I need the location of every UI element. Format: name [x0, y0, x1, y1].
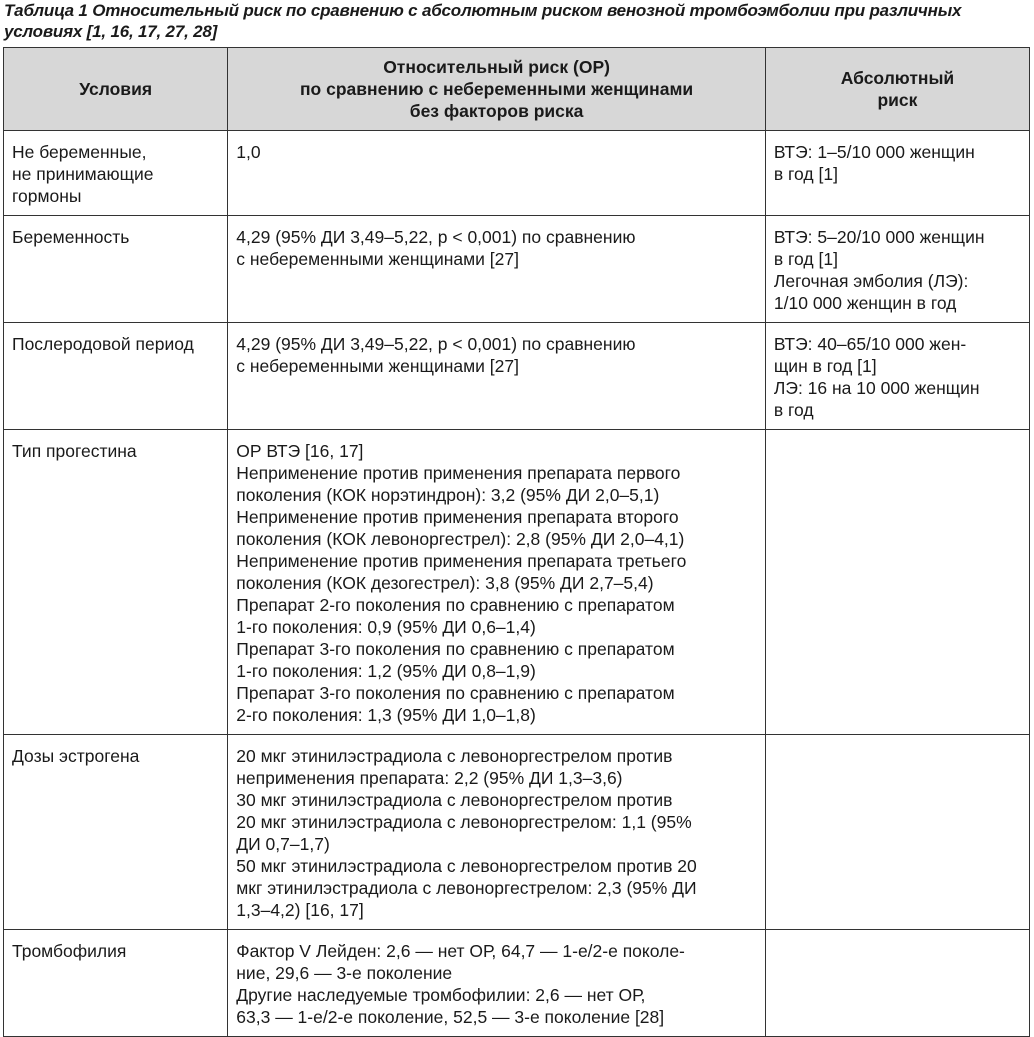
cell-text-line: 1/10 000 женщин в год	[773, 293, 957, 313]
absolute-risk-cell	[765, 216, 1029, 323]
table-header	[4, 48, 1030, 131]
cell-text-line: Препарат 3-го поколения по сравнению с препаратом	[236, 683, 675, 703]
absolute-risk-cell	[765, 323, 1029, 430]
cell-text-line: поколения (КОК норэтиндрон): 3,2 (95% ДИ 2,0–5,1)	[236, 485, 660, 505]
cell-text-line: Не беременные,	[12, 142, 147, 162]
relative-risk-cell	[228, 430, 766, 735]
header-condition-label: Условия	[79, 79, 153, 99]
table-row	[4, 930, 1030, 1037]
cell-text-line: 1-го поколения: 1,2 (95% ДИ 0,8–1,9)	[236, 661, 536, 681]
cell-text-line: Препарат 3-го поколения по сравнению с препаратом	[236, 639, 675, 659]
relative-risk-cell	[228, 216, 766, 323]
cell-text-line: в год [1]	[773, 164, 838, 184]
cell-text-line: 50 мкг этинилэстрадиола с левоноргестрелом против 20	[236, 856, 697, 876]
cell-text-line: 20 мкг этинилэстрадиола с левоноргестрелом: 1,1 (95%	[236, 812, 692, 832]
cell-text-line: 20 мкг этинилэстрадиола с левоноргестрелом против	[236, 746, 673, 766]
condition-cell	[4, 323, 228, 430]
header-relative-risk-line: без факторов риска	[409, 101, 584, 121]
risk-table	[3, 47, 1030, 1037]
cell-text-line: 1-го поколения: 0,9 (95% ДИ 0,6–1,4)	[236, 617, 536, 637]
absolute-risk-cell	[765, 930, 1029, 1037]
header-condition	[4, 48, 228, 131]
cell-text-line: Тип прогестина	[12, 441, 137, 461]
cell-text-line: Послеродовой период	[12, 334, 194, 354]
condition-cell	[4, 131, 228, 216]
condition-cell	[4, 735, 228, 930]
cell-text-line: 30 мкг этинилэстрадиола с левоноргестрелом против	[236, 790, 673, 810]
cell-text-line: ВТЭ: 5–20/10 000 женщин	[773, 227, 985, 247]
header-absolute-risk-line: Абсолютный	[840, 68, 955, 88]
condition-cell	[4, 430, 228, 735]
cell-text-line: Дозы эстрогена	[12, 746, 140, 766]
cell-text-line: Неприменение против применения препарата второго	[236, 507, 679, 527]
absolute-risk-cell	[765, 735, 1029, 930]
cell-text-line: ЛЭ: 16 на 10 000 женщин	[773, 378, 980, 398]
caption-line-2: условиях [1, 16, 17, 27, 28]	[4, 22, 218, 41]
header-absolute-risk	[765, 48, 1029, 131]
cell-text-line: поколения (КОК дезогестрел): 3,8 (95% ДИ 2,7–5,4)	[236, 573, 654, 593]
header-relative-risk-line: Относительный риск (ОР)	[383, 57, 610, 77]
table-caption	[4, 0, 1028, 42]
table-row	[4, 323, 1030, 430]
header-row	[4, 48, 1030, 131]
cell-text-line: поколения (КОК левоноргестрел): 2,8 (95% ДИ 2,0–4,1)	[236, 529, 685, 549]
cell-text-line: Неприменение против применения препарата третьего	[236, 551, 687, 571]
absolute-risk-cell	[765, 430, 1029, 735]
condition-cell	[4, 930, 228, 1037]
relative-risk-cell	[228, 735, 766, 930]
cell-text-line: неприменения препарата: 2,2 (95% ДИ 1,3–3,6)	[236, 768, 623, 788]
table-row	[4, 216, 1030, 323]
cell-text-line: Неприменение против применения препарата первого	[236, 463, 681, 483]
cell-text-line: гормоны	[12, 186, 82, 206]
table-row	[4, 430, 1030, 735]
table-row	[4, 131, 1030, 216]
cell-text-line: 63,3 — 1-е/2-е поколение, 52,5 — 3-е поколение [28]	[236, 1007, 665, 1027]
cell-text-line: в год	[773, 400, 814, 420]
cell-text-line: не принимающие	[12, 164, 154, 184]
absolute-risk-cell	[765, 131, 1029, 216]
relative-risk-cell	[228, 323, 766, 430]
cell-text-line: ние, 29,6 — 3-е поколение	[236, 963, 453, 983]
cell-text-line: 2-го поколения: 1,3 (95% ДИ 1,0–1,8)	[236, 705, 536, 725]
caption-line-1: Таблица 1 Относительный риск по сравнению с абсолютным риском венозной тромбоэмболии при различных	[4, 1, 962, 20]
cell-text-line: Фактор V Лейден: 2,6 — нет ОР, 64,7 — 1-е/2-е поколе-	[236, 941, 685, 961]
cell-text-line: в год [1]	[773, 249, 838, 269]
cell-text-line: с небеременными женщинами [27]	[236, 356, 519, 376]
header-absolute-risk-line: риск	[877, 90, 918, 110]
cell-text-line: мкг этинилэстрадиола с левоноргестрелом: 2,3 (95% ДИ	[236, 878, 697, 898]
cell-text-line: ВТЭ: 1–5/10 000 женщин	[773, 142, 975, 162]
cell-text-line: 1,0	[236, 142, 261, 162]
condition-cell	[4, 216, 228, 323]
cell-text-line: щин в год [1]	[773, 356, 877, 376]
cell-text-line: 1,3–4,2) [16, 17]	[236, 900, 364, 920]
cell-text-line: ВТЭ: 40–65/10 000 жен-	[773, 334, 967, 354]
header-relative-risk	[228, 48, 766, 131]
cell-text-line: ОР ВТЭ [16, 17]	[236, 441, 364, 461]
cell-text-line: ДИ 0,7–1,7)	[236, 834, 330, 854]
table-row	[4, 735, 1030, 930]
cell-text-line: Препарат 2-го поколения по сравнению с препаратом	[236, 595, 675, 615]
cell-text-line: 4,29 (95% ДИ 3,49–5,22, p < 0,001) по сравнению	[236, 227, 636, 247]
header-relative-risk-line: по сравнению с небеременными женщинами	[299, 79, 694, 99]
relative-risk-cell	[228, 131, 766, 216]
cell-text-line: Тромбофилия	[12, 941, 127, 961]
cell-text-line: Легочная эмболия (ЛЭ):	[773, 271, 969, 291]
relative-risk-cell	[228, 930, 766, 1037]
cell-text-line: Беременность	[12, 227, 130, 247]
table-body	[4, 131, 1030, 1037]
cell-text-line: 4,29 (95% ДИ 3,49–5,22, p < 0,001) по сравнению	[236, 334, 636, 354]
cell-text-line: Другие наследуемые тромбофилии: 2,6 — нет ОР,	[236, 985, 646, 1005]
cell-text-line: с небеременными женщинами [27]	[236, 249, 519, 269]
